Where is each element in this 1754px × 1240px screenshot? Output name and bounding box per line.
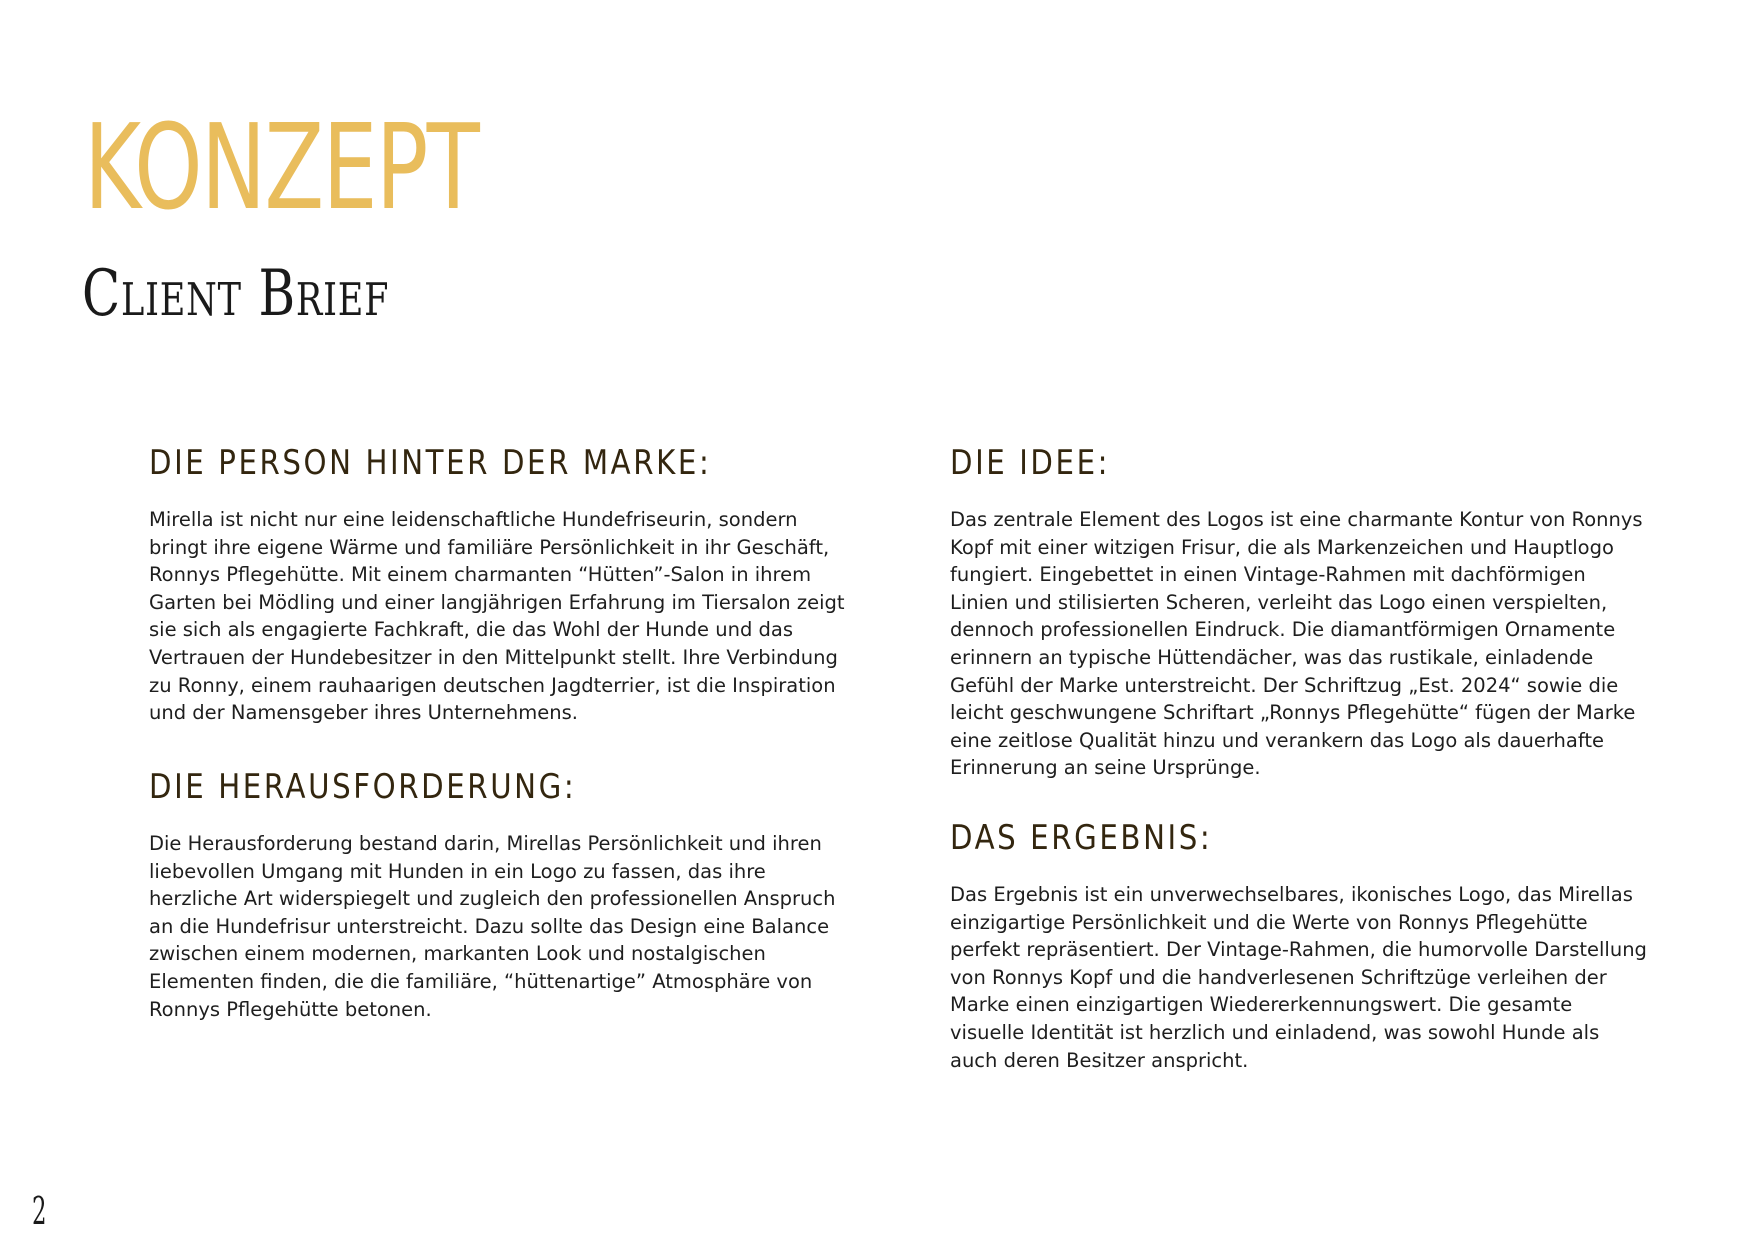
body-line: Erinnerung an seine Ursprünge. [950,756,1261,780]
body-line: und der Namensgeber ihres Unternehmens. [149,701,578,725]
section-heading: DIE PERSON HINTER DER MARKE: [149,443,712,483]
body-line: visuelle Identität ist herzlich und einladend, was sowohl Hunde als [950,1020,1600,1044]
body-line: Elementen finden, die die familiäre, “hüttenartige” Atmosphäre von [149,969,813,993]
body-line: Mirella ist nicht nur eine leidenschaftliche Hundefriseurin, sondern [149,508,798,531]
body-line: Garten bei Mödling und einer langjährigen Erfahrung im Tiersalon zeigt [149,590,845,614]
body-line: perfekt repräsentiert. Der Vintage-Rahmen, die humorvolle Darstellung [950,938,1647,962]
section-result [950,818,1650,1074]
section-heading: DAS ERGEBNIS: [950,818,1213,858]
body-line: Linien und stilisierten Scheren, verleiht das Logo einen verspielten, [950,590,1608,614]
body-line: an die Hundefrisur unterstreicht. Dazu sollte das Design eine Balance [149,914,830,938]
body-line: Marke einen einzigartigen Wiedererkennungswert. Die gesamte [950,993,1573,1017]
body-line: Kopf mit einer witzigen Frisur, die als Markenzeichen und Hauptlogo [950,535,1614,559]
body-line: auch deren Besitzer anspricht. [950,1048,1249,1072]
body-line: bringt ihre eigene Wärme und familiäre Persönlichkeit in ihr Geschäft, [149,535,830,559]
section-challenge [149,767,849,1023]
body-line: Vertrauen der Hundebesitzer in den Mittelpunkt stellt. Ihre Verbindung [149,645,838,669]
section-heading: DIE IDEE: [950,443,1111,483]
body-line: erinnern an typische Hüttendächer, was das rustikale, einladende [950,645,1594,669]
section-idea [950,443,1650,782]
body-line: von Ronnys Kopf und die handverlesenen Schriftzüge verleihen der [950,965,1607,989]
section-heading: DIE HERAUSFORDERUNG: [149,767,577,807]
body-line: zwischen einem modernen, markanten Look und nostalgischen [149,942,766,966]
section-body [950,506,1650,782]
section-body [950,881,1650,1074]
body-line: sie sich als engagierte Fachkraft, die das Wohl der Hunde und das [149,618,794,642]
body-line: liebevollen Umgang mit Hunden in ein Logo zu fassen, das ihre [149,859,766,883]
body-line: einzigartige Persönlichkeit und die Werte von Ronnys Pflegehütte [950,910,1588,934]
page-subtitle: Client Brief [82,257,390,331]
page-number: 2 [32,1189,47,1233]
body-line: Ronnys Pflegehütte. Mit einem charmanten “Hütten”-Salon in ihrem [149,563,812,587]
page-title: KONZEPT [84,98,479,236]
body-line: Die Herausforderung bestand darin, Mirellas Persönlichkeit und ihren [149,832,822,855]
body-line: Das Ergebnis ist ein unverwechselbares, ikonisches Logo, das Mirellas [950,883,1633,906]
section-body [149,830,849,1023]
section-person [149,443,849,727]
body-line: Ronnys Pflegehütte betonen. [149,997,432,1021]
body-line: zu Ronny, einem rauhaarigen deutschen Jagdterrier, ist die Inspiration [149,673,836,697]
body-line: dennoch professionellen Eindruck. Die diamantförmigen Ornamente [950,618,1616,642]
body-line: Gefühl der Marke unterstreicht. Der Schriftzug „Est. 2024“ sowie die [950,673,1619,697]
body-line: leicht geschwungene Schriftart „Ronnys Pflegehütte“ fügen der Marke [950,701,1636,725]
body-line: fungiert. Eingebettet in einen Vintage-Rahmen mit dachförmigen [950,563,1586,587]
body-line: herzliche Art widerspiegelt und zugleich den professionellen Anspruch [149,887,836,911]
section-body [149,506,849,727]
body-line: eine zeitlose Qualität hinzu und verankern das Logo als dauerhafte [950,728,1605,752]
body-line: Das zentrale Element des Logos ist eine charmante Kontur von Ronnys [950,508,1643,531]
